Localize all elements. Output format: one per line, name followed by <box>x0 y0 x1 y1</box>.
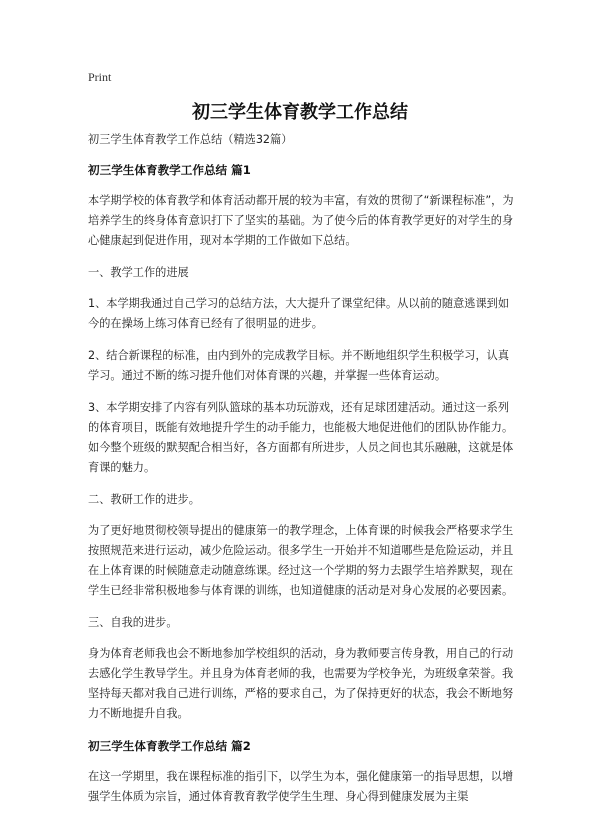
section1-item: 2、结合新课程的标准，由内到外的完成教学目标。并不断地组织学生积极学习，认真学习。通过不断的练习提升他们对体育课的兴趣，并掌握一些体育运动。 <box>88 349 510 382</box>
document-subtitle: 初三学生体育教学工作总结（精选32篇） <box>88 133 293 146</box>
article2-text: 在这一学期里，我在课程标准的指引下，以学生为本，强化健康第一的指导思想，以增强学生体质为宗旨，通过体育教育教学使学生生理、身心得到健康发展为主渠 <box>88 770 514 803</box>
section2-text: 为了更好地贯彻校领导提出的健康第一的教学理念，上体育课的时候我会严格要求学生按照规范来进行运动，减少危险运动。很多学生一开始并不知道哪些是危险运动，并且在上体育课的时候随意走动随意练课。经过这一个学期的努力去跟学生培养默契，现在学生已经非常积极地参与体育课的训练，也知道健康的活动是对身心发展的必要因素。 <box>88 524 514 597</box>
article1-heading: 初三学生体育教学工作总结 篇1 <box>88 163 251 177</box>
print-label[interactable]: Print <box>88 70 112 84</box>
section3-text: 身为体育老师我也会不断地参加学校组织的活动，身为教师要言传身教，用自己的行动去感化学生教导学生。并且身为体育老师的我，也需要为学校争光，为班级拿荣誉。我坚持每天都对我自己进行训练，严格的要求自己，为了保持更好的状态，我会不断地努力不断地提升自我。 <box>88 647 514 720</box>
section1-item: 1、本学期我通过自己学习的总结方法，大大提升了课堂纪律。从以前的随意逃课到如今的在操场上练习体育已经有了很明显的进步。 <box>88 297 510 330</box>
document-body <box>88 130 516 819</box>
page-title: 初三学生体育教学工作总结 <box>192 102 408 123</box>
section2-title: 二、教研工作的进步。 <box>88 493 200 506</box>
article2-heading: 初三学生体育教学工作总结 篇2 <box>88 739 251 753</box>
section1-item: 3、本学期安排了内容有列队篮球的基本功玩游戏，还有足球团建活动。通过这一系列的体育项目，既能有效地提升学生的动手能力，也能极大地促进他们的团队协作能力。如今整个班级的默契配合相当好，各方面都有所进步，人员之间也其乐融融，这就是体育课的魅力。 <box>88 401 514 474</box>
section1-title: 一、教学工作的进展 <box>88 266 189 279</box>
article1-intro: 本学期学校的体育教学和体育活动都开展的较为丰富，有效的贯彻了“新课程标准”，为培养学生的终身体育意识打下了坚实的基础。为了使今后的体育教学更好的对学生的身心健康起到促进作用，现对本学期的工作做如下总结。 <box>88 194 514 247</box>
section3-title: 三、自我的进步。 <box>88 616 178 629</box>
